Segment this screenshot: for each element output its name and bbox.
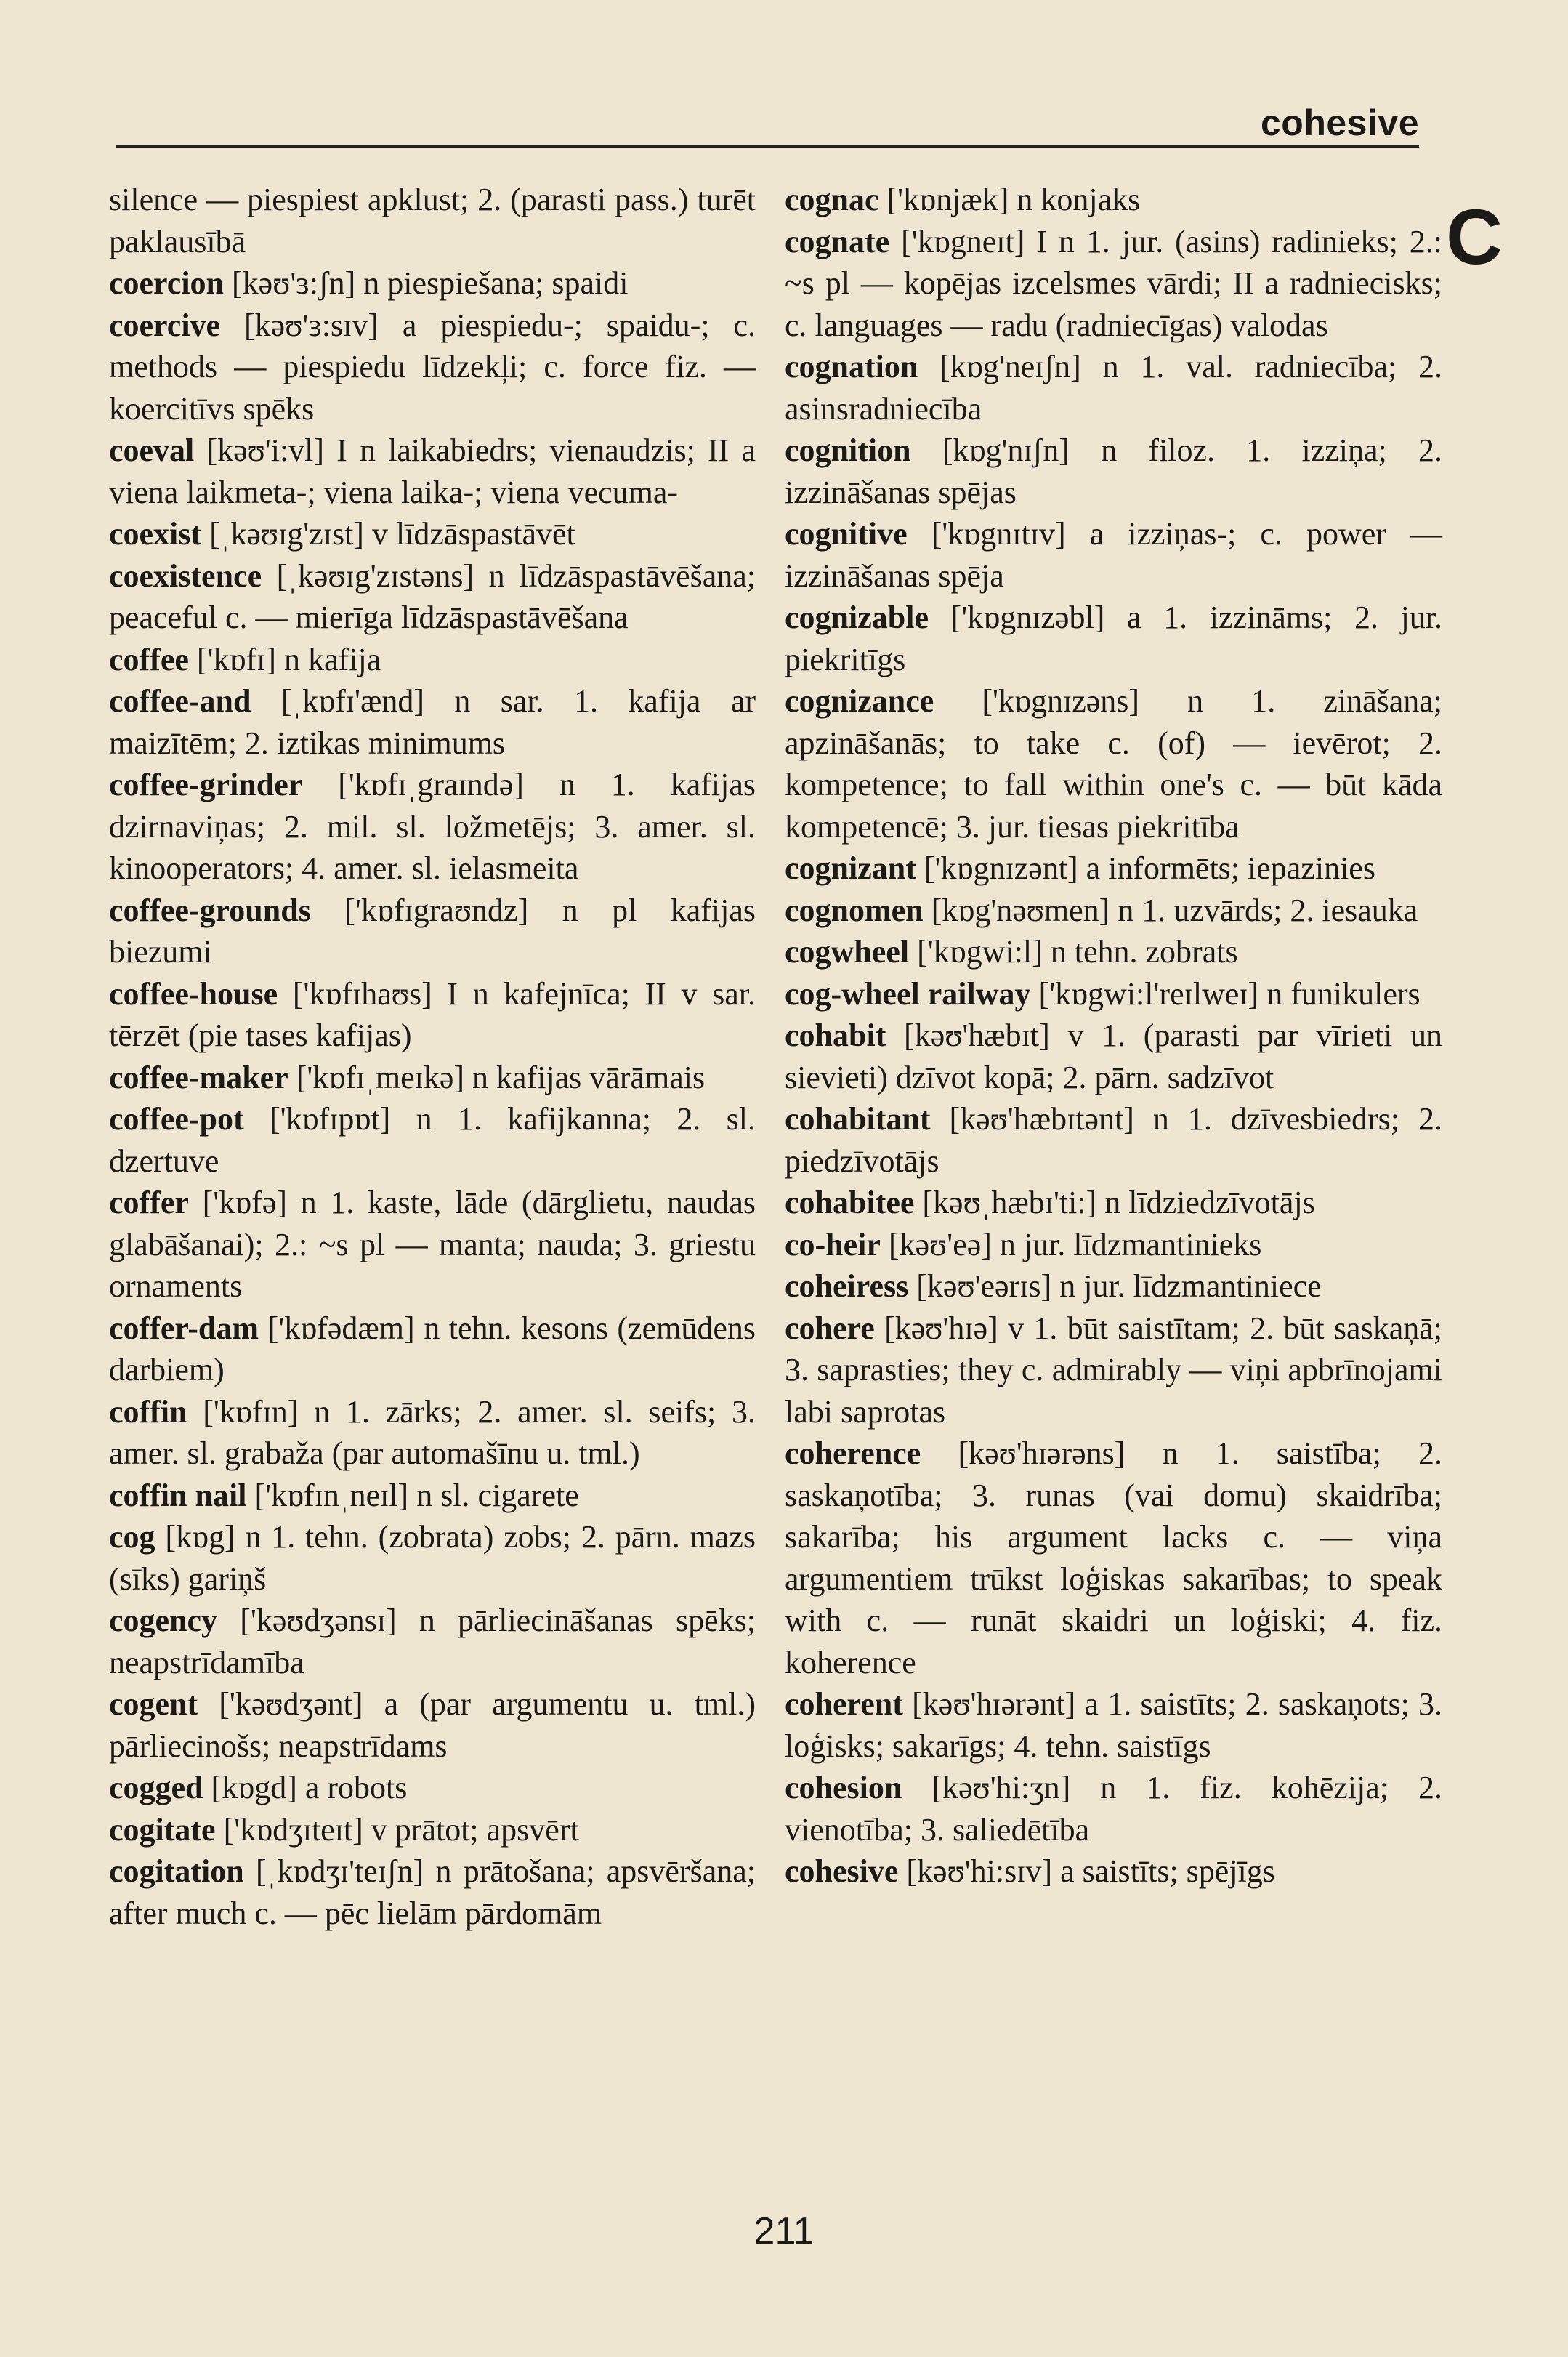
header-rule <box>116 145 1419 148</box>
entry-headword: cognition <box>785 432 911 468</box>
entry-pronunciation: ['kɒgnɪzəbl] <box>950 600 1105 635</box>
entry-headword: coffee-grounds <box>109 892 311 928</box>
dictionary-entry <box>785 1015 1442 1098</box>
entry-definition: n prātošana; apsvēršana; after much c. — pēc lielām pārdomām <box>109 1853 756 1931</box>
entry-pronunciation: ['kɒdʒɪteɪt] <box>223 1811 363 1848</box>
entry-headword: coheiress <box>785 1268 909 1304</box>
entry-pronunciation: ['kɒfɪgraʊndz] <box>344 892 529 928</box>
entry-pronunciation: ['kɒfədæm] <box>267 1310 415 1346</box>
entry-pronunciation: [kəʊˌhæbɪ'ti:] <box>922 1185 1097 1220</box>
entry-headword: cogitate <box>109 1811 216 1848</box>
dictionary-entry <box>785 179 1442 221</box>
dictionary-entry <box>109 1182 756 1308</box>
left-column <box>109 179 756 1934</box>
dictionary-entry <box>109 764 756 890</box>
entry-pronunciation: [ˌkɒfɪ'ænd] <box>280 683 424 719</box>
entry-pronunciation: ['kɒfɪn] <box>203 1393 299 1430</box>
entry-pronunciation: ['kɒfɪhaʊs] <box>292 975 432 1012</box>
entry-headword: cohabit <box>785 1018 886 1053</box>
entry-headword: cogency <box>109 1603 218 1638</box>
entry-pronunciation: [kəʊ'hi:sɪv] <box>906 1853 1053 1889</box>
entry-definition: n 1. zināšana; apzināšanās; to take c. (of) — ievērot; 2. kompetence; to fall within one's c. — būt kāda kompetencē; 3. jur. tiesas piekritība <box>785 683 1443 845</box>
dictionary-entry <box>109 1057 756 1099</box>
entry-definition: n 1. kafijas dzirnaviņas; 2. mil. sl. ložmetējs; 3. amer. sl. kinooperators; 4. amer. sl. ielasmeita <box>109 767 756 886</box>
entry-pronunciation: [kɒg'nɪʃn] <box>942 432 1070 468</box>
entry-pronunciation: ['kɒfɪˌgraɪndə] <box>338 767 524 802</box>
entry-pronunciation: [kɒg'nəʊmen] <box>931 892 1110 928</box>
entry-headword: cognate <box>785 223 890 259</box>
entry-pronunciation: [kɒgd] <box>211 1770 297 1805</box>
entry-headword: cohesive <box>785 1853 899 1889</box>
dictionary-entry <box>109 639 756 681</box>
entry-pronunciation: [kəʊ'eə] <box>888 1226 992 1262</box>
entry-definition: n 1. fiz. kohēzija; 2. vienotība; 3. saliedētība <box>785 1770 1443 1848</box>
entry-pronunciation: ['kɒnjæk] <box>886 182 1009 217</box>
entry-definition: I n 1. jur. (asins) radinieks; 2.: ~s pl — kopējas izcelsmes vārdi; II a radniecisks; c. languages — radu (radniecīgas) valodas <box>785 223 1443 343</box>
entry-definition: n tehn. kesons (zemūdens darbiem) <box>109 1310 756 1387</box>
page-number: 211 <box>753 2210 815 2252</box>
entry-definition: n 1. kaste, lāde (dārglietu, naudas glabāšanai); 2.: ~s pl — manta; nauda; 3. griestu ornaments <box>109 1185 756 1304</box>
entry-definition: n sar. 1. kafija ar maizītēm; 2. iztikas minimums <box>109 683 756 761</box>
entry-definition: n 1. tehn. (zobrata) zobs; 2. pārn. mazs (sīks) gariņš <box>109 1519 756 1597</box>
dictionary-entry <box>785 1265 1442 1308</box>
entry-definition: I n laikabiedrs; vienaudzis; II a viena laikmeta-; viena laika-; viena vecuma- <box>109 432 756 510</box>
entry-headword: coercive <box>109 307 221 343</box>
entry-definition: n pl kafijas biezumi <box>109 892 756 970</box>
entry-headword: cogwheel <box>785 934 910 970</box>
entry-headword: coexist <box>109 516 202 552</box>
entry-headword: cogged <box>109 1770 203 1805</box>
entry-definition: n sl. cigarete <box>416 1477 579 1513</box>
entry-headword: cognitive <box>785 516 908 552</box>
dictionary-entry <box>785 847 1442 890</box>
entry-pronunciation: [ˌkəʊɪg'zɪst] <box>209 516 364 552</box>
entry-headword: coffin nail <box>109 1477 247 1513</box>
entry-pronunciation: [ˌkɒdʒɪ'teɪʃn] <box>256 1853 424 1889</box>
entry-headword: coherent <box>785 1686 903 1722</box>
dictionary-entry <box>109 1098 756 1182</box>
entry-headword: cognomen <box>785 892 924 928</box>
entry-headword: coffee-maker <box>109 1059 288 1095</box>
entry-definition: n 1. saistība; 2. saskaņotība; 3. runas (vai domu) skaidrība; sakarība; his argument lacks c. — viņa argumentiem trūkst loģiskas sakarības; to speak with c. — runāt skaidri un loģiski; 4. fiz. koherence <box>785 1435 1443 1680</box>
entry-pronunciation: ['kɒgwi:l'reɪlweɪ] <box>1038 975 1259 1012</box>
dictionary-entry <box>109 1516 756 1600</box>
entry-headword: coffee-grinder <box>109 767 303 802</box>
entry-headword: coffee-pot <box>109 1101 244 1137</box>
entry-pronunciation: ['kɒgnɪzənt] <box>924 850 1078 886</box>
entry-headword: cognizance <box>785 683 934 719</box>
entry-headword: cognizable <box>785 600 929 635</box>
entry-pronunciation: [kəʊ'hæbɪt] <box>904 1018 1050 1053</box>
entry-headword: cognizant <box>785 850 916 886</box>
entry-definition: n tehn. zobrats <box>1050 934 1238 970</box>
dictionary-entry <box>109 1308 756 1391</box>
entry-pronunciation: [kəʊ'eərɪs] <box>916 1268 1052 1304</box>
entry-definition: n līdziedzīvotājs <box>1104 1185 1315 1220</box>
entry-headword: co-heir <box>785 1226 881 1262</box>
dictionary-entry <box>785 973 1442 1015</box>
entry-headword: coffee-and <box>109 683 251 719</box>
dictionary-entry <box>109 513 756 555</box>
dictionary-entry <box>109 1809 756 1851</box>
entry-definition: a 1. izzināms; 2. jur. piekritīgs <box>785 600 1443 677</box>
entry-definition: n kafija <box>284 641 381 677</box>
entry-definition: v 1. (parasti par vīrieti un sievieti) dzīvot kopā; 2. pārn. sadzīvot <box>785 1018 1443 1095</box>
entry-definition: a 1. saistīts; 2. saskaņots; 3. loģisks; sakarīgs; 4. tehn. saistīgs <box>785 1686 1443 1764</box>
right-column <box>785 179 1442 1893</box>
dictionary-entry <box>785 1433 1442 1683</box>
entry-pronunciation: [kəʊ'i:vl] <box>206 432 325 468</box>
dictionary-entry <box>785 513 1442 597</box>
entry-definition: n līdzāspastāvēšana; peaceful c. — mierīga līdzāspastāvēšana <box>109 557 756 635</box>
dictionary-entry <box>109 1767 756 1809</box>
entry-definition: n 1. kafijkanna; 2. sl. dzertuve <box>109 1101 756 1179</box>
thumb-index-letter: C <box>1446 193 1503 281</box>
entry-definition: a saistīts; spējīgs <box>1060 1853 1275 1889</box>
entry-pronunciation: ['kɒfɪ] <box>196 641 277 677</box>
entry-pronunciation: ['kɒgneɪt] <box>901 223 1025 259</box>
dictionary-entry <box>109 1683 756 1767</box>
dictionary-entry <box>785 346 1442 430</box>
entry-headword: coercion <box>109 265 225 301</box>
dictionary-entry <box>109 179 756 262</box>
entry-definition: n funikulers <box>1266 975 1421 1012</box>
entry-pronunciation: [kəʊ'hɪərəns] <box>958 1435 1126 1471</box>
entry-headword: cognac <box>785 182 879 217</box>
dictionary-entry <box>785 1683 1442 1767</box>
entry-headword: cogent <box>109 1686 198 1722</box>
entry-definition: n piespiešana; spaidi <box>363 265 629 301</box>
dictionary-entry <box>109 890 756 973</box>
entry-definition: a robots <box>304 1770 408 1805</box>
entry-headword: coffee-house <box>109 975 278 1012</box>
entry-pronunciation: [kəʊ'hɪə] <box>884 1310 998 1346</box>
entry-definition: n kafijas vārāmais <box>472 1059 706 1095</box>
entry-pronunciation: ['kəʊdʒənt] <box>219 1686 363 1722</box>
entry-headword: coffer <box>109 1185 189 1220</box>
entry-definition: n pārliecināšanas spēks; neapstrīdamība <box>109 1603 756 1680</box>
entry-headword: coffer-dam <box>109 1310 259 1346</box>
entry-definition: I n kafejnīca; II v sar. tērzēt (pie tases kafijas) <box>109 975 756 1053</box>
entry-headword: cog-wheel railway <box>785 975 1031 1012</box>
dictionary-entry <box>109 430 756 513</box>
dictionary-entry <box>785 221 1442 347</box>
entry-pronunciation: [kəʊ'hɪərənt] <box>912 1686 1076 1722</box>
dictionary-entry <box>785 890 1442 932</box>
entry-definition: v prātot; apsvērt <box>371 1811 579 1848</box>
dictionary-entry <box>785 1098 1442 1182</box>
dictionary-entry <box>785 597 1442 680</box>
dictionary-entry <box>785 430 1442 513</box>
entry-pronunciation: [kəʊ'ɜ:sɪv] <box>244 307 379 343</box>
entry-headword: cohesion <box>785 1770 902 1805</box>
entry-definition: n konjaks <box>1017 182 1141 217</box>
entry-definition: v 1. būt saistītam; 2. būt saskaņā; 3. saprasties; they c. admirably — viņi apbrīnojami labi saprotas <box>785 1310 1442 1430</box>
entry-headword: cohabitant <box>785 1101 931 1137</box>
entry-definition: n filoz. 1. izziņa; 2. izzināšanas spējas <box>785 432 1442 510</box>
entry-headword: cognation <box>785 349 918 384</box>
dictionary-entry <box>109 1391 756 1475</box>
entry-headword: coherence <box>785 1435 921 1471</box>
dictionary-entry <box>109 680 756 764</box>
entry-definition: n 1. zārks; 2. amer. sl. seifs; 3. amer. sl. grabaža (par automašīnu u. tml.) <box>109 1393 756 1471</box>
entry-definition: n 1. dzīvesbiedrs; 2. piedzīvotājs <box>785 1101 1443 1179</box>
entry-definition: a (par argumentu u. tml.) pārliecinošs; neapstrīdams <box>109 1686 756 1764</box>
entry-headword: coeval <box>109 432 195 468</box>
entry-pronunciation: [ˌkəʊɪg'zɪstəns] <box>276 557 474 594</box>
dictionary-entry <box>109 555 756 639</box>
entry-pronunciation: ['kɒgwi:l] <box>917 934 1043 970</box>
entry-pronunciation: ['kəʊdʒənsɪ] <box>240 1603 397 1638</box>
entry-headword: coffee <box>109 641 189 677</box>
entry-definition: v līdzāspastāvēt <box>371 516 575 552</box>
dictionary-entry <box>109 305 756 430</box>
dictionary-entry <box>785 1224 1442 1266</box>
entry-definition: a piespiedu-; spaidu-; c. methods — piespiedu līdzekļi; c. force fiz. — koercitīvs spēks <box>109 307 756 427</box>
entry-pronunciation: ['kɒfɪnˌneɪl] <box>254 1477 409 1513</box>
entry-definition: n 1. uzvārds; 2. iesauka <box>1118 892 1418 928</box>
entry-pronunciation: [kɒg] <box>165 1519 235 1555</box>
dictionary-entry <box>109 973 756 1057</box>
entry-headword: cohabitee <box>785 1185 915 1220</box>
dictionary-entry <box>785 931 1442 973</box>
entry-headword: coexistence <box>109 557 262 594</box>
entry-pronunciation: ['kɒgnɪzəns] <box>982 683 1140 719</box>
running-head: cohesive <box>1260 102 1419 143</box>
entry-definition: a izziņas-; c. power — izzināšanas spēja <box>785 516 1442 594</box>
entry-pronunciation: [kəʊ'hæbɪtənt] <box>949 1101 1134 1137</box>
entry-definition: n jur. līdzmantiniece <box>1059 1268 1322 1304</box>
dictionary-entry <box>785 1182 1442 1224</box>
dictionary-entry <box>109 262 756 305</box>
entry-pronunciation: ['kɒgnɪtɪv] <box>931 516 1066 552</box>
entry-pronunciation: [kəʊ'ɜ:ʃn] <box>232 265 356 301</box>
entry-headword: cogitation <box>109 1853 244 1889</box>
dictionary-entry <box>785 1308 1442 1433</box>
dictionary-entry <box>785 680 1442 847</box>
entry-headword: cohere <box>785 1310 875 1346</box>
dictionary-entry <box>109 1600 756 1683</box>
dictionary-entry <box>785 1850 1442 1893</box>
entry-definition: n jur. līdzmantinieks <box>999 1226 1262 1262</box>
entry-pronunciation: ['kɒfə] <box>202 1185 287 1220</box>
entry-headword: coffin <box>109 1393 187 1430</box>
dictionary-entry <box>785 1767 1442 1850</box>
entry-pronunciation: [kəʊ'hi:ʒn] <box>931 1770 1071 1805</box>
entry-definition: n 1. val. radniecība; 2. asinsradniecība <box>785 349 1442 427</box>
entry-headword: cog <box>109 1519 155 1555</box>
entry-pronunciation: [kɒg'neɪʃn] <box>939 349 1081 384</box>
entry-pronunciation: ['kɒfɪpɒt] <box>269 1101 391 1137</box>
entry-definition: silence — piespiest apklust; 2. (parasti pass.) turēt paklausībā <box>109 182 756 259</box>
entry-definition: a informēts; iepazinies <box>1086 850 1375 886</box>
entry-pronunciation: ['kɒfɪˌmeɪkə] <box>296 1059 465 1095</box>
dictionary-entry <box>109 1475 756 1517</box>
dictionary-entry <box>109 1850 756 1934</box>
